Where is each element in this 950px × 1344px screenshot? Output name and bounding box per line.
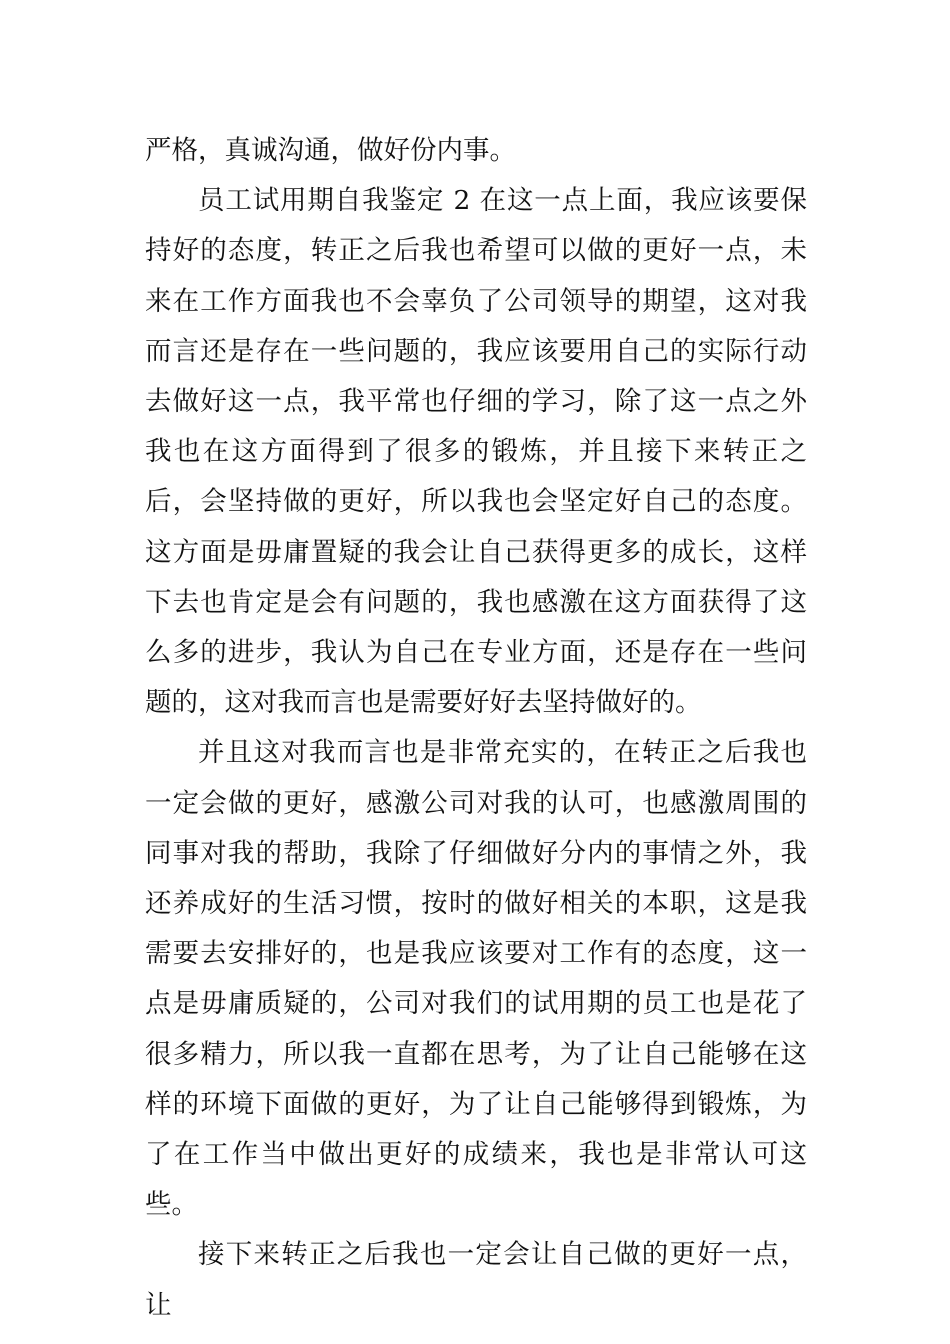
paragraph-3: 并且这对我而言也是非常充实的，在转正之后我也一定会做的更好，感激公司对我的认可，也感激周围的同事对我的帮助，我除了仔细做好分内的事情之外，我还养成好的生活习惯，按时的做好相关的本职，这是我需要去安排好的，也是我应该要对工作有的态度，这一点是毋庸质疑的，公司对我们的试用期的员工也是花了很多精力，所以我一直都在思考，为了让自己能够在这样的环境下面做的更好，为了让自己能够得到锻炼，为了在工作当中做出更好的成绩来，我也是非常认可这些。 bbox=[145, 737, 807, 1221]
paragraph-4: 接下来转正之后我也一定会让自己做的更好一点，让 bbox=[145, 1239, 807, 1321]
document-body bbox=[145, 126, 807, 1331]
paragraph-1: 严格，真诚沟通，做好份内事。 bbox=[145, 135, 516, 166]
paragraph-2: 员工试用期自我鉴定 2 在这一点上面，我应该要保持好的态度，转正之后我也希望可以做的更好一点，未来在工作方面我也不会辜负了公司领导的期望，这对我而言还是存在一些问题的，我应该要用自己的实际行动去做好这一点，我平常也仔细的学习，除了这一点之外我也在这方面得到了很多的锻炼，并且接下来转正之后，会坚持做的更好，所以我也会坚定好自己的态度。这方面是毋庸置疑的我会让自己获得更多的成长，这样下去也肯定是会有问题的，我也感激在这方面获得了这么多的进步，我认为自己在专业方面，还是存在一些问题的，这对我而言也是需要好好去坚持做好的。 bbox=[145, 185, 807, 719]
